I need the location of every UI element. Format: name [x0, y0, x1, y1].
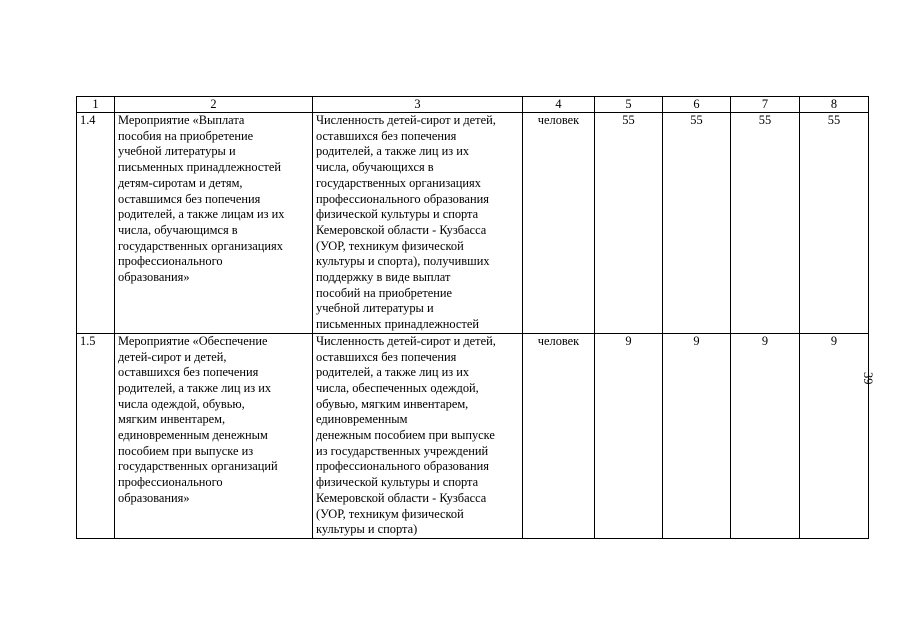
- row-number: 1.5: [77, 333, 115, 538]
- value-col7: 9: [731, 333, 800, 538]
- indicator-description: Численность детей-сирот и детей, оставшихся без попечения родителей, а также лиц из их числа, обеспеченных одеждой, обувью, мягким инвентарем, единовременным денежным пособием при выпуске из государственных учреждений профессионального образования физической культуры и спорта Кемеровской области - Кузбасса (УОР, техникум физической культуры и спорта): [313, 333, 523, 538]
- page-number: 39: [861, 372, 875, 385]
- col-header-8: 8: [800, 97, 869, 113]
- col-header-1: 1: [77, 97, 115, 113]
- unit-cell: человек: [523, 113, 595, 334]
- unit-cell: человек: [523, 333, 595, 538]
- col-header-5: 5: [595, 97, 663, 113]
- value-col7: 55: [731, 113, 800, 334]
- col-header-3: 3: [313, 97, 523, 113]
- event-description: Мероприятие «Обеспечение детей-сирот и детей, оставшихся без попечения родителей, а также лиц из их числа одеждой, обувью, мягким инвентарем, единовременным денежным пособием при выпуске из государственных организаций профессионального образования»: [115, 333, 313, 538]
- col-header-2: 2: [115, 97, 313, 113]
- col-header-7: 7: [731, 97, 800, 113]
- value-col5: 9: [595, 333, 663, 538]
- value-col5: 55: [595, 113, 663, 334]
- column-numbers-row: [77, 97, 869, 113]
- value-col6: 9: [663, 333, 731, 538]
- value-col8: 9: [800, 333, 869, 538]
- col-header-4: 4: [523, 97, 595, 113]
- col-header-6: 6: [663, 97, 731, 113]
- event-description: Мероприятие «Выплата пособия на приобретение учебной литературы и письменных принадлежностей детям-сиротам и детям, оставшимся без попечения родителей, а также лицам из их числа, обучающимся в государственных организациях профессионального образования»: [115, 113, 313, 334]
- table-row: [77, 333, 869, 538]
- indicator-description: Численность детей-сирот и детей, оставшихся без попечения родителей, а также лиц из их числа, обучающихся в государственных организациях профессионального образования физической культуры и спорта Кемеровской области - Кузбасса (УОР, техникум физической культуры и спорта), получивших поддержку в виде выплат пособий на приобретение учебной литературы и письменных принадлежностей: [313, 113, 523, 334]
- value-col8: 55: [800, 113, 869, 334]
- value-col6: 55: [663, 113, 731, 334]
- indicators-table: [76, 96, 869, 539]
- table-row: [77, 113, 869, 334]
- row-number: 1.4: [77, 113, 115, 334]
